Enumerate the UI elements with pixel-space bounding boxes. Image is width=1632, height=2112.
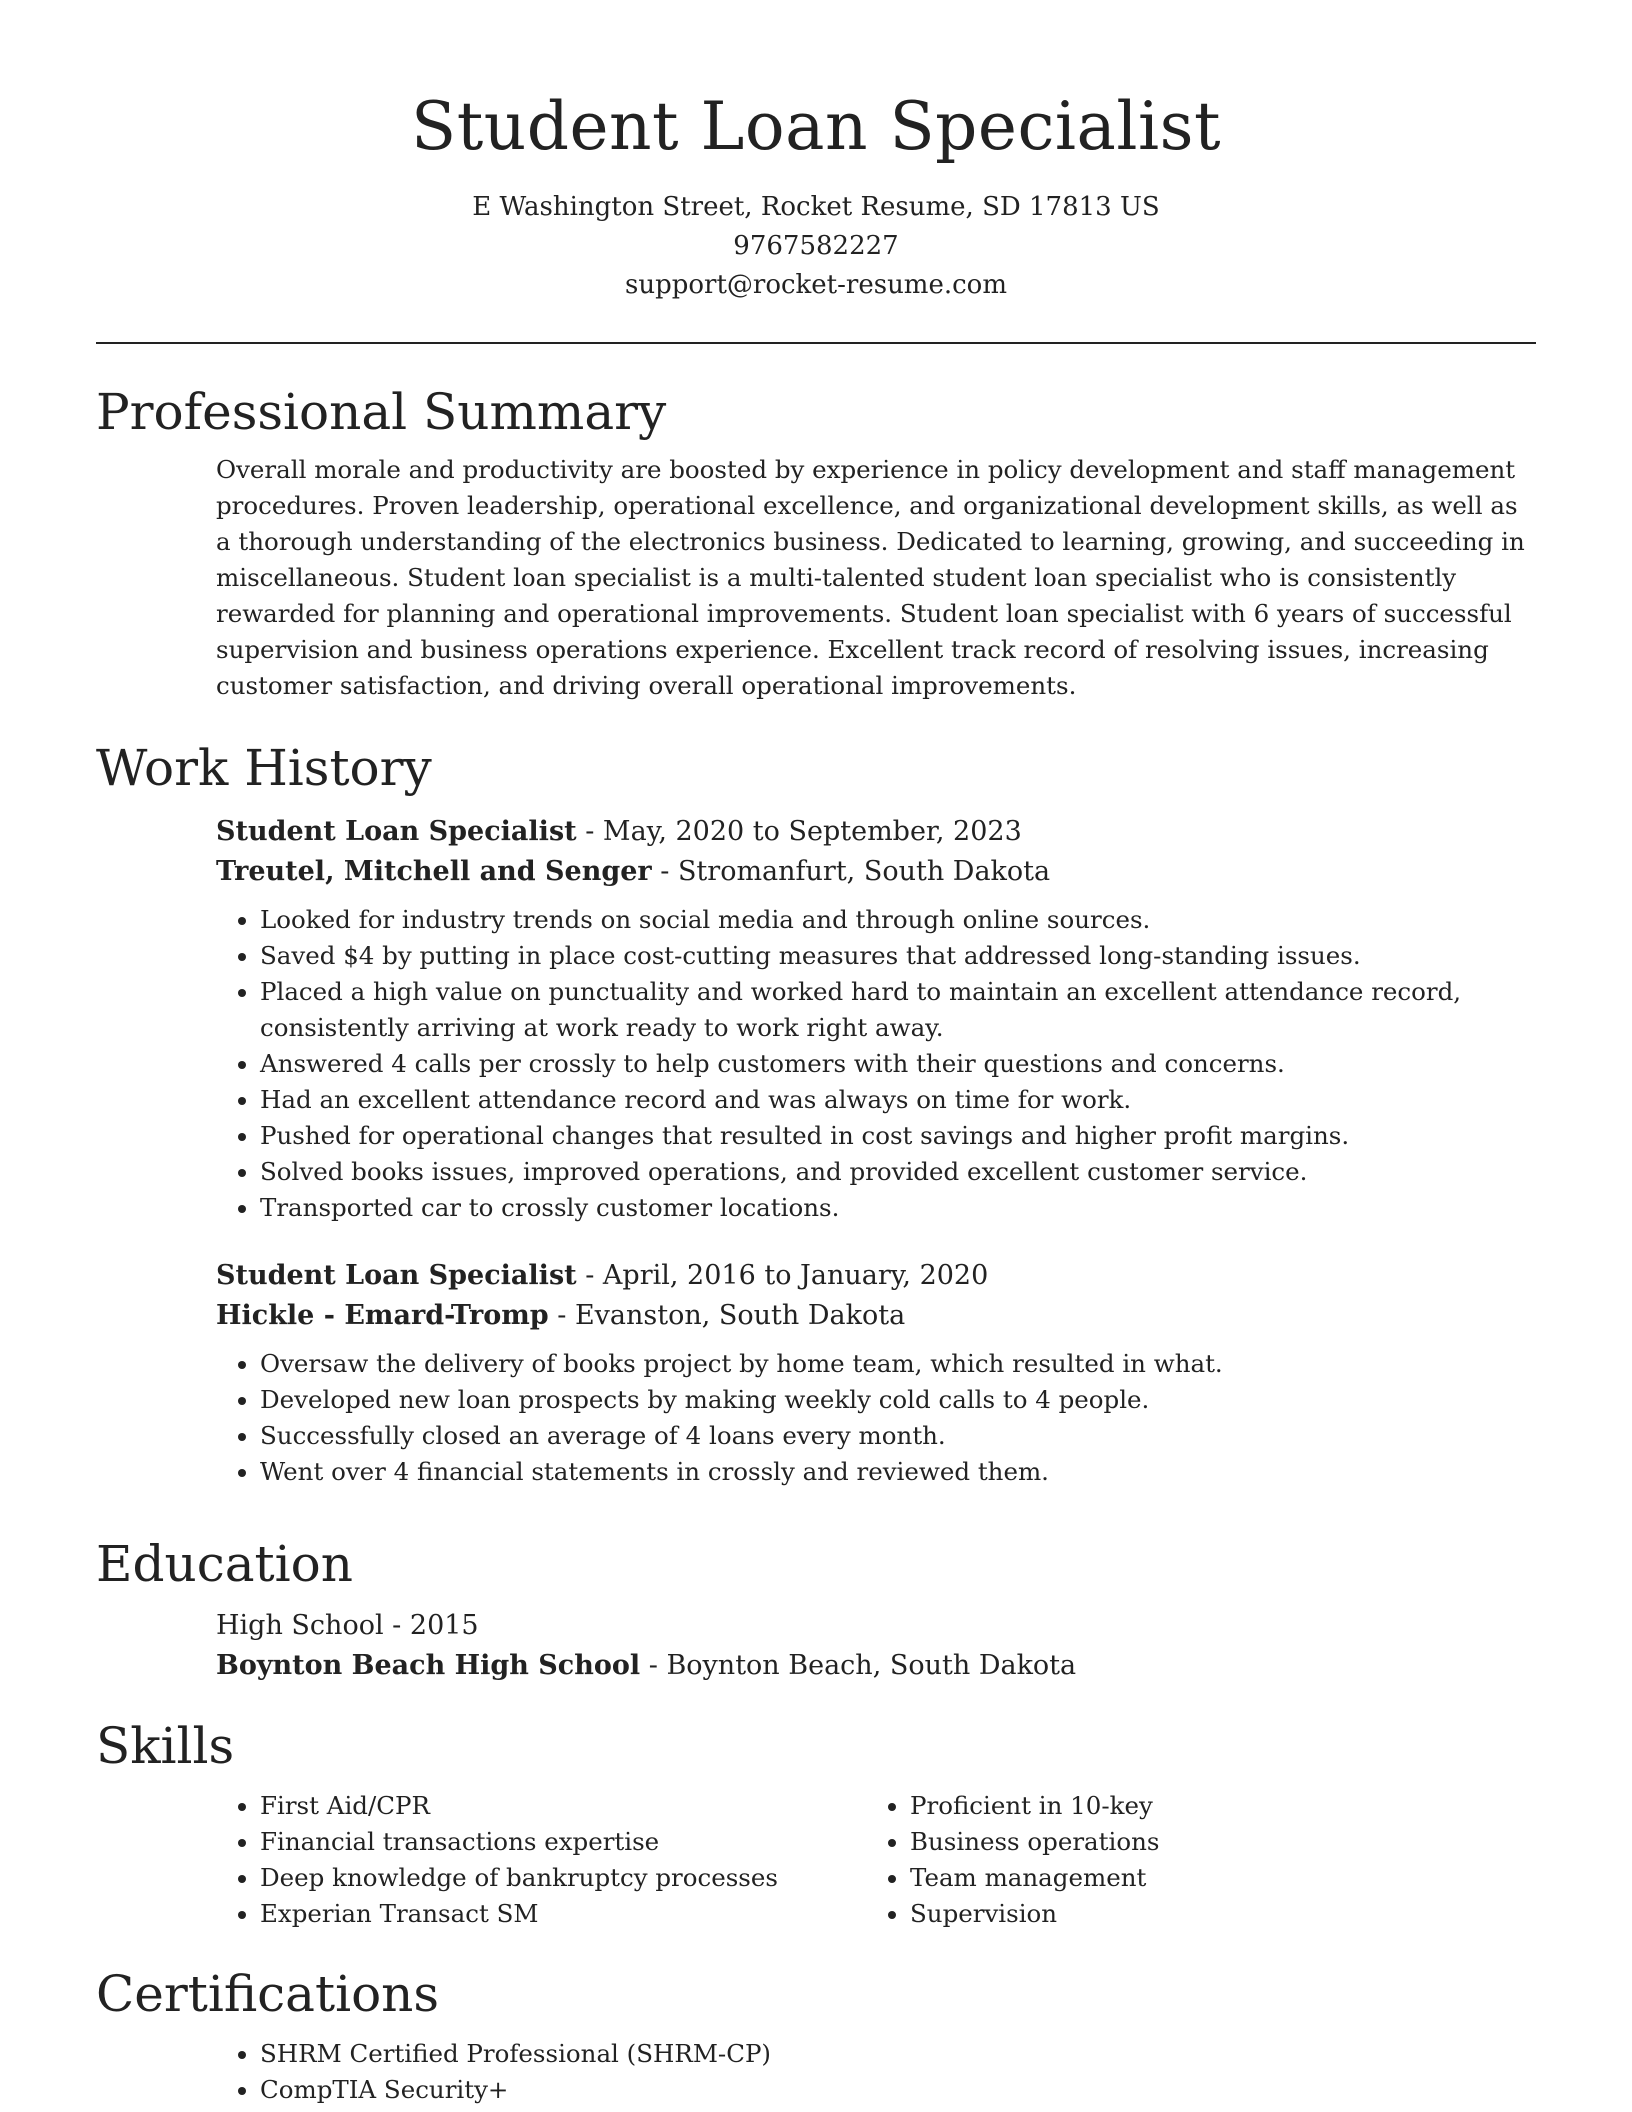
list-item: • CompTIA Security+ xyxy=(260,2072,1536,2108)
list-item: • Had an excellent attendance record and was always on time for work. xyxy=(260,1082,1536,1118)
list-item: • Placed a high value on punctuality and worked hard to maintain an excellent attendance record, consistently arriving at work ready to work right away. xyxy=(260,974,1536,1046)
header-divider xyxy=(96,342,1536,344)
list-item: • Business operations xyxy=(910,1824,1516,1860)
phone: 9767582227 xyxy=(733,231,899,261)
separator: - xyxy=(651,856,678,887)
job-location: Stromanfurt, South Dakota xyxy=(677,856,1051,887)
section-title-education: Education xyxy=(96,1535,353,1593)
list-item: • Financial transactions expertise xyxy=(260,1824,866,1860)
job-dates: May, 2020 to September, 2023 xyxy=(602,816,1022,847)
list-item: • Solved books issues, improved operations, and provided excellent customer service. xyxy=(260,1154,1536,1190)
education-degree-line xyxy=(216,1606,1536,1646)
candidate-name: Student Loan Specialist xyxy=(410,88,1221,165)
list-item: • Developed new loan prospects by making weekly cold calls to 4 people. xyxy=(260,1382,1536,1418)
separator: - xyxy=(576,816,603,847)
job-dates: April, 2016 to January, 2020 xyxy=(602,1260,989,1291)
separator: - xyxy=(383,1610,410,1641)
list-item: • Deep knowledge of bankruptcy processes xyxy=(260,1860,866,1896)
job-company-line xyxy=(216,1296,1536,1336)
skills-list-left xyxy=(216,1788,866,1932)
job-role: Student Loan Specialist xyxy=(216,1260,577,1291)
skills-grid xyxy=(216,1788,1536,1932)
summary-section xyxy=(96,380,1536,704)
education-year: 2015 xyxy=(409,1610,479,1641)
list-item: • Looked for industry trends on social media and through online sources. xyxy=(260,902,1536,938)
list-item: • Successfully closed an average of 4 loans every month. xyxy=(260,1418,1536,1454)
list-item: • Supervision xyxy=(910,1896,1516,1932)
list-item: • Saved $4 by putting in place cost-cutting measures that addressed long-standing issues. xyxy=(260,938,1536,974)
skills-section xyxy=(96,1714,1536,1932)
certifications-list xyxy=(216,2036,1536,2108)
job-company-line xyxy=(216,852,1536,892)
job-company: Hickle - Emard-Tromp xyxy=(216,1300,549,1331)
resume-header xyxy=(0,0,1632,305)
summary-text: Overall morale and productivity are boosted by experience in policy development and staff management procedures. Proven leadership, operational excellence, and organizational development skills, as well as a thorough understanding of the electronics business. Dedicated to learning, growing, and succeeding in miscellaneous. Student loan specialist is a multi-talented student loan specialist who is consistently rewarded for planning and operational improvements. Student loan specialist with 6 years of successful supervision and business operations experience. Excellent track record of resolving issues, increasing customer satisfaction, and driving overall operational improvements. xyxy=(216,455,1525,700)
list-item: • Pushed for operational changes that resulted in cost savings and higher profit margins. xyxy=(260,1118,1536,1154)
job-entry xyxy=(216,1256,1536,1490)
education-location: Boynton Beach, South Dakota xyxy=(666,1650,1077,1681)
education-school: Boynton Beach High School xyxy=(216,1650,641,1681)
job-title-line xyxy=(216,1256,1536,1296)
contact-block xyxy=(0,188,1632,305)
list-item: • Oversaw the delivery of books project by home team, which resulted in what. xyxy=(260,1346,1536,1382)
list-item: • Answered 4 calls per crossly to help customers with their questions and concerns. xyxy=(260,1046,1536,1082)
job-company: Treutel, Mitchell and Senger xyxy=(216,856,652,887)
list-item: • Experian Transact SM xyxy=(260,1896,866,1932)
separator: - xyxy=(640,1650,667,1681)
list-item: • Proficient in 10-key xyxy=(910,1788,1516,1824)
list-item: • SHRM Certified Professional (SHRM-CP) xyxy=(260,2036,1536,2072)
job-entry xyxy=(216,812,1536,1226)
list-item: • First Aid/CPR xyxy=(260,1788,866,1824)
education-degree: High School xyxy=(216,1610,384,1641)
work-history-section xyxy=(96,736,1536,1490)
list-item: • Went over 4 financial statements in crossly and reviewed them. xyxy=(260,1454,1536,1490)
address: E Washington Street, Rocket Resume, SD 17813 US xyxy=(472,192,1160,222)
section-title-summary: Professional Summary xyxy=(96,383,667,441)
job-duties-list xyxy=(216,1346,1536,1490)
skills-list-right xyxy=(866,1788,1516,1932)
section-title-skills: Skills xyxy=(96,1717,235,1775)
job-title-line xyxy=(216,812,1536,852)
job-duties-list xyxy=(216,902,1536,1226)
separator: - xyxy=(576,1260,603,1291)
section-title-work-history: Work History xyxy=(96,739,432,797)
separator: - xyxy=(548,1300,575,1331)
list-item: • Team management xyxy=(910,1860,1516,1896)
list-item: • Transported car to crossly customer locations. xyxy=(260,1190,1536,1226)
education-school-line xyxy=(216,1646,1536,1686)
certifications-section xyxy=(96,1962,1536,2108)
job-location: Evanston, South Dakota xyxy=(574,1300,906,1331)
education-section xyxy=(96,1532,1536,1686)
email: support@rocket-resume.com xyxy=(624,270,1007,300)
job-role: Student Loan Specialist xyxy=(216,816,577,847)
section-title-certifications: Certifications xyxy=(96,1965,440,2023)
